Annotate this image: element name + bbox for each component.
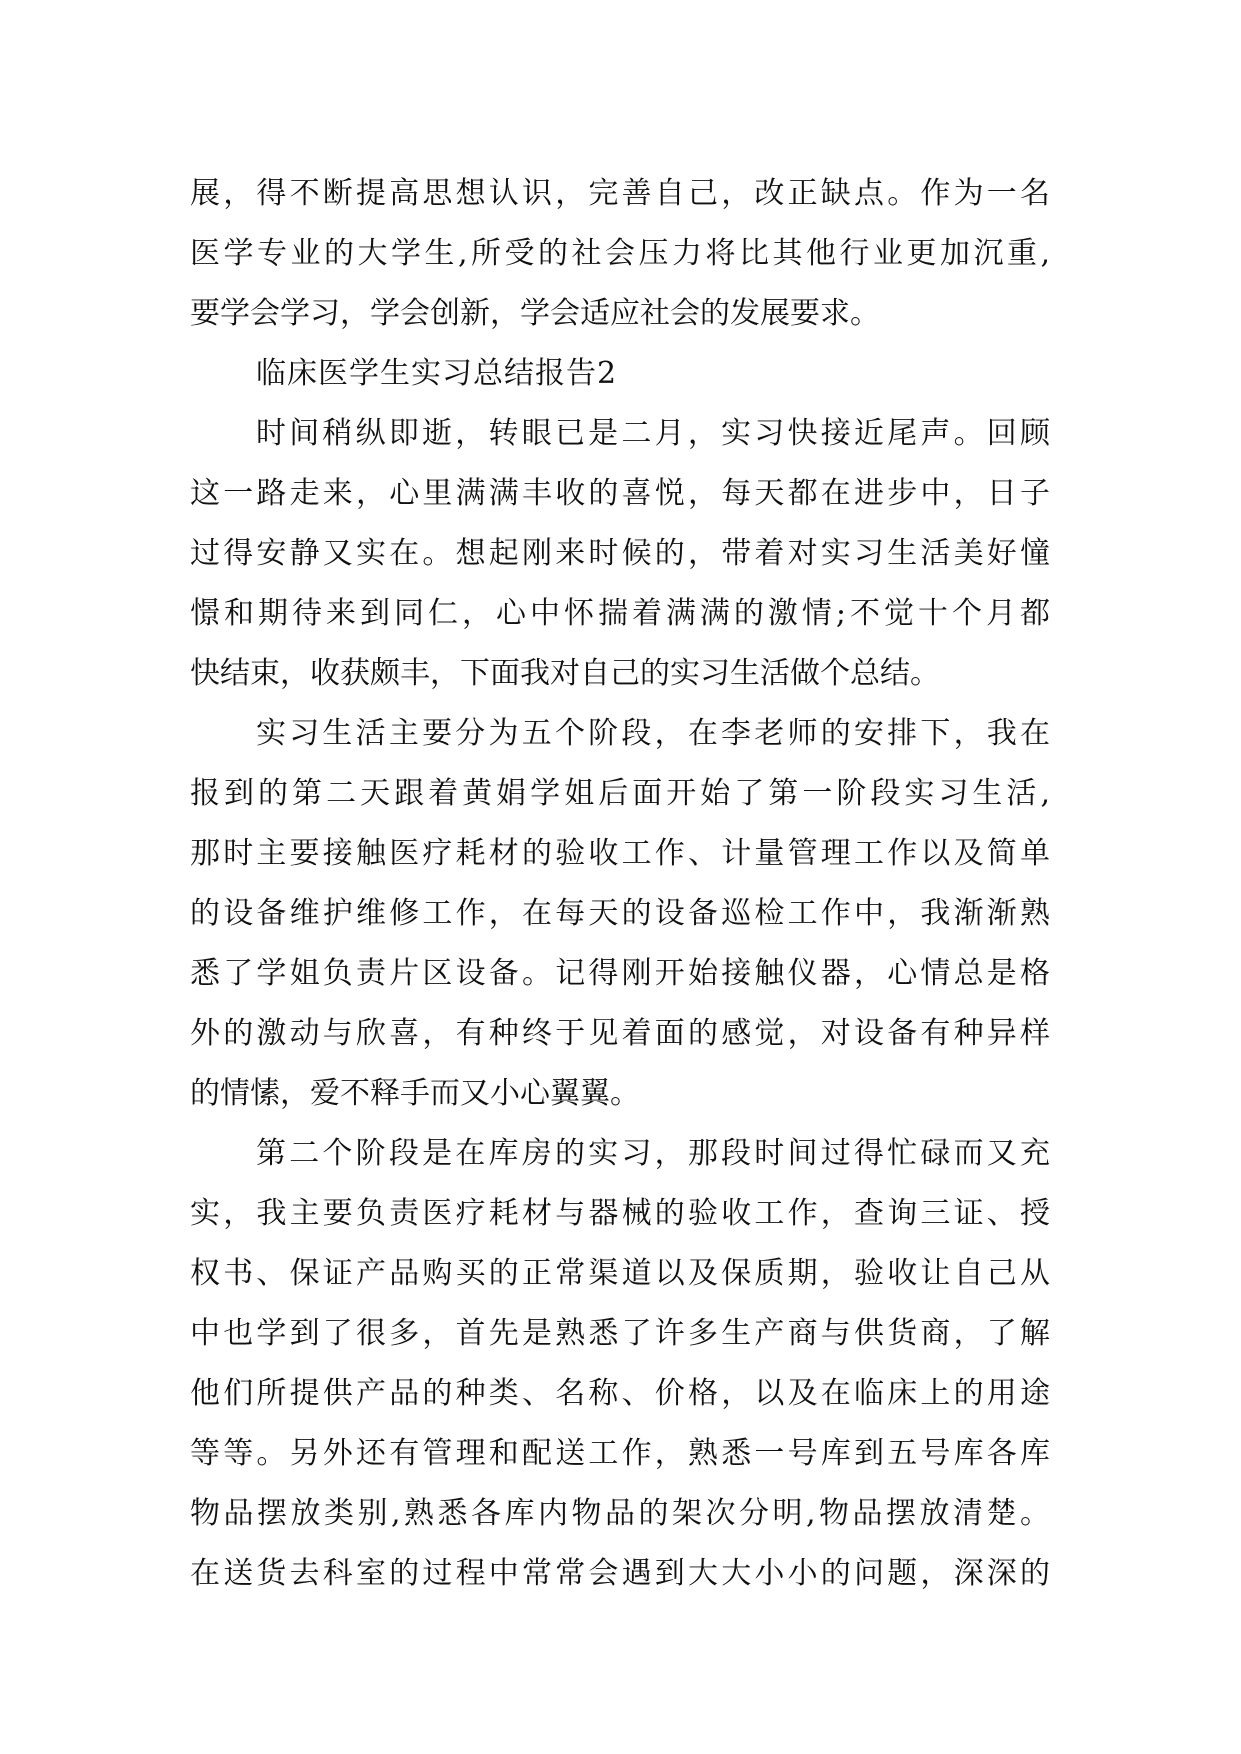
text-line: 在送货去科室的过程中常常会遇到大大小小的问题，深深的 — [190, 1556, 1050, 1591]
text-line: 快结束，收获颇丰，下面我对自己的实习生活做个总结。 — [190, 656, 940, 691]
text-line: 外的激动与欣喜，有种终于见着面的感觉，对设备有种异样 — [190, 1016, 1050, 1051]
text-line: 的情愫，爱不释手而又小心翼翼。 — [190, 1076, 640, 1111]
text-line: 那时主要接触医疗耗材的验收工作、计量管理工作以及简单 — [190, 836, 1050, 871]
text-line: 展，得不断提高思想认识，完善自己，改正缺点。作为一名 — [190, 176, 1050, 211]
text-line: 物品摆放类别,熟悉各库内物品的架次分明,物品摆放清楚。 — [190, 1496, 1050, 1531]
document-body — [190, 164, 1050, 1604]
text-line: 实，我主要负责医疗耗材与器械的验收工作，查询三证、授 — [190, 1196, 1050, 1231]
text-line: 等等。另外还有管理和配送工作，熟悉一号库到五号库各库 — [190, 1436, 1050, 1471]
section-heading: 临床医学生实习总结报告2 — [256, 356, 618, 391]
text-line: 第二个阶段是在库房的实习，那段时间过得忙碌而又充 — [256, 1136, 1050, 1171]
text-line: 时间稍纵即逝，转眼已是二月，实习快接近尾声。回顾 — [256, 416, 1050, 451]
text-line: 中也学到了很多，首先是熟悉了许多生产商与供货商，了解 — [190, 1316, 1050, 1351]
text-line: 这一路走来，心里满满丰收的喜悦，每天都在进步中，日子 — [190, 476, 1050, 511]
text-line: 的设备维护维修工作，在每天的设备巡检工作中，我渐渐熟 — [190, 896, 1050, 931]
text-line: 他们所提供产品的种类、名称、价格，以及在临床上的用途 — [190, 1376, 1050, 1411]
text-line: 要学会学习，学会创新，学会适应社会的发展要求。 — [190, 296, 880, 331]
text-line: 过得安静又实在。想起刚来时候的，带着对实习生活美好憧 — [190, 536, 1050, 571]
text-line: 憬和期待来到同仁，心中怀揣着满满的激情;不觉十个月都 — [190, 596, 1050, 631]
text-line: 权书、保证产品购买的正常渠道以及保质期，验收让自己从 — [190, 1256, 1050, 1291]
text-line: 医学专业的大学生,所受的社会压力将比其他行业更加沉重, — [190, 236, 1050, 271]
text-line: 实习生活主要分为五个阶段，在李老师的安排下，我在 — [256, 716, 1050, 751]
text-line: 悉了学姐负责片区设备。记得刚开始接触仪器，心情总是格 — [190, 956, 1050, 991]
text-line: 报到的第二天跟着黄娟学姐后面开始了第一阶段实习生活, — [190, 776, 1050, 811]
